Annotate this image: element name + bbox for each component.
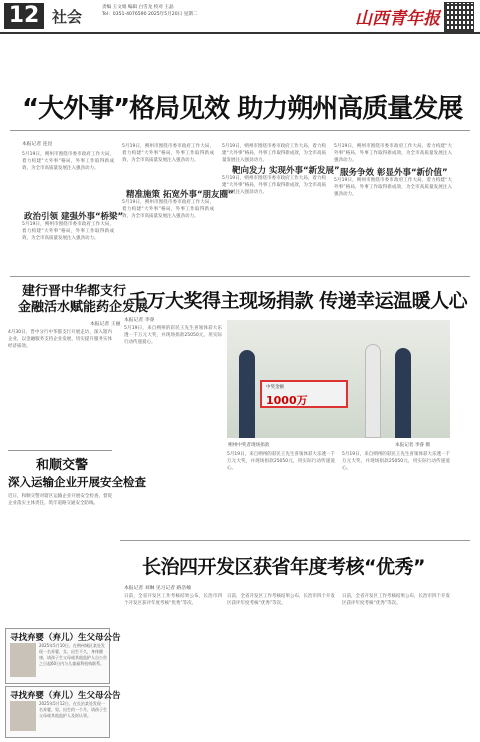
divider — [10, 276, 470, 277]
story2-headline-2: 金融活水赋能药企发展 — [18, 300, 149, 315]
lead-byline: 本报记者 连昆 — [22, 142, 53, 147]
lead-subhead-2: 精准施策 拓宽外事“朋友圈” — [126, 190, 234, 200]
notice-ad-2 — [5, 686, 121, 738]
story3-headline-2: 深入运输企业开展安全检查 — [8, 475, 146, 489]
lead-col-4a: 5月19日，朔州市围绕市委市政府工作大局，着力构建“大外事”格局，外事工作取得新成效，为全市高质量发展注入强劲动力。 — [334, 144, 452, 163]
lead-subhead-4: 服务争效 彰显外事“新价值” — [340, 168, 448, 178]
board-label: 中奖金额 — [266, 385, 284, 390]
qr-code — [444, 2, 474, 32]
story5-body-2: 日前，全省开发区工作考核结果公布，长治市四个开发区获评年度考核“优秀”等次。 — [227, 594, 335, 606]
news-photo — [227, 320, 450, 438]
divider — [120, 540, 470, 541]
story4-body-2: 5月19日，来自朔州的彩民王先生喜领体彩大乐透一千万元大奖，并现场捐款25050元，用实际行动传递爱心。 — [227, 452, 335, 471]
masthead-meta — [102, 4, 292, 18]
lead-col-4b: 5月19日，朔州市围绕市委市政府工作大局，着力构建“大外事”格局，外事工作取得新成效，为全市高质量发展注入强劲动力。 — [334, 178, 452, 197]
notice-title: 寻找弃婴（弃儿）生父母公告 — [10, 691, 121, 701]
photo-caption: 朔州中奖者现场捐款 — [228, 443, 270, 448]
story3-body: 近日，和顺交警对辖区运输企业开展安全检查，督促企业落实主体责任，筑牢道路交通安全防线。 — [8, 494, 112, 506]
story5-byline: 本报记者 刘琳 见习记者 路浩楠 — [124, 586, 191, 591]
lead-subhead-1: 政治引领 建强外事“桥梁” — [24, 212, 124, 222]
lead-col-1b: 5月19日，朔州市围绕市委市政府工作大局，着力构建“大外事”格局，外事工作取得新成效，为全市高质量发展注入强劲动力。 — [22, 222, 114, 241]
story4-body-1: 5月19日，来自朔州的彩民王先生喜领体彩大乐透一千万元大奖，并现场捐款25050元，用实际行动传递爱心。 — [124, 326, 222, 345]
story3-headline-1: 和顺交警 — [36, 458, 89, 473]
lead-col-1a: 5月19日，朔州市围绕市委市政府工作大局，着力构建“大外事”格局，外事工作取得新成效，为全市高质量发展注入强劲动力。 — [22, 152, 114, 171]
baby-photo — [10, 643, 36, 677]
board-amount: 1000万 — [266, 394, 308, 407]
notice-text: 2025年5月10日，在朔州城区某处发现一名弃婴，女，出生不久，身体健康，请孩子生父母或其他监护人自公告之日起60日内与儿童福利机构联系。 — [39, 643, 107, 666]
masthead — [0, 0, 480, 34]
lead-col-2b: 5月19日，朔州市围绕市委市政府工作大局，着力构建“大外事”格局，外事工作取得新成效，为全市高质量发展注入强劲动力。 — [122, 200, 214, 219]
lead-col-3b: 5月19日，朔州市围绕市委市政府工作大局，着力构建“大外事”格局，外事工作取得新成效，为全市高质量发展注入强劲动力。 — [222, 176, 326, 195]
story2-body: 4月30日，晋中分行中华都支行开展走访，深入辖内企业，以金融服务支持企业发展，切实提升服务实体经济质效。 — [8, 330, 112, 349]
story4-byline: 本报记者 李睿 — [124, 318, 155, 323]
baby-photo — [10, 701, 36, 731]
lead-headline: “大外事”格局见效 助力朔州高质量发展 — [22, 94, 463, 124]
date-line: Tel：0351-4076590 2025年5月20日 星期二 — [102, 12, 198, 17]
story5-body-3: 日前，全省开发区工作考核结果公布，长治市四个开发区获评年度考核“优秀”等次。 — [342, 594, 450, 606]
editor-line: 责编 王文娟 编辑 白雪龙 校对 王晶 — [102, 5, 174, 10]
person-figure — [365, 344, 381, 438]
prize-board — [260, 380, 348, 408]
notice-text: 2025年5月12日，在长治某处发现一名弃婴，男，出生约一个月，请孩子生父母或其他监护人及时认领。 — [39, 701, 107, 718]
notice-title: 寻找弃婴（弃儿）生父母公告 — [10, 633, 121, 643]
page-number: 12 — [4, 3, 44, 29]
person-figure — [239, 350, 255, 438]
section-name: 社会 — [52, 8, 83, 26]
photo-credit: 本报记者 李睿 摄 — [395, 443, 431, 448]
story2-byline: 本报记者 王丽 — [90, 322, 121, 327]
person-figure — [395, 348, 411, 438]
divider — [10, 130, 470, 131]
lead-col-2a: 5月19日，朔州市围绕市委市政府工作大局，着力构建“大外事”格局，外事工作取得新成效，为全市高质量发展注入强劲动力。 — [122, 144, 214, 163]
story2-headline-1: 建行晋中华都支行 — [22, 284, 127, 299]
lead-subhead-3: 靶向发力 实现外事“新发展” — [232, 166, 340, 176]
brand-logo: 山西青年报 — [355, 9, 440, 29]
story5-body-1: 日前，全省开发区工作考核结果公布，长治市四个开发区获评年度考核“优秀”等次。 — [124, 594, 222, 606]
story4-body-3: 5月19日，来自朔州的彩民王先生喜领体彩大乐透一千万元大奖，并现场捐款25050元，用实际行动传递爱心。 — [342, 452, 450, 471]
notice-ad-1 — [5, 628, 121, 684]
story4-headline: 千万大奖得主现场捐款 传递幸运温暖人心 — [128, 290, 468, 312]
lead-col-3a: 5月19日，朔州市围绕市委市政府工作大局，着力构建“大外事”格局，外事工作取得新成效，为全市高质量发展注入强劲动力。 — [222, 144, 326, 163]
story5-headline: 长治四开发区获省年度考核“优秀” — [142, 556, 425, 578]
divider — [8, 450, 112, 451]
